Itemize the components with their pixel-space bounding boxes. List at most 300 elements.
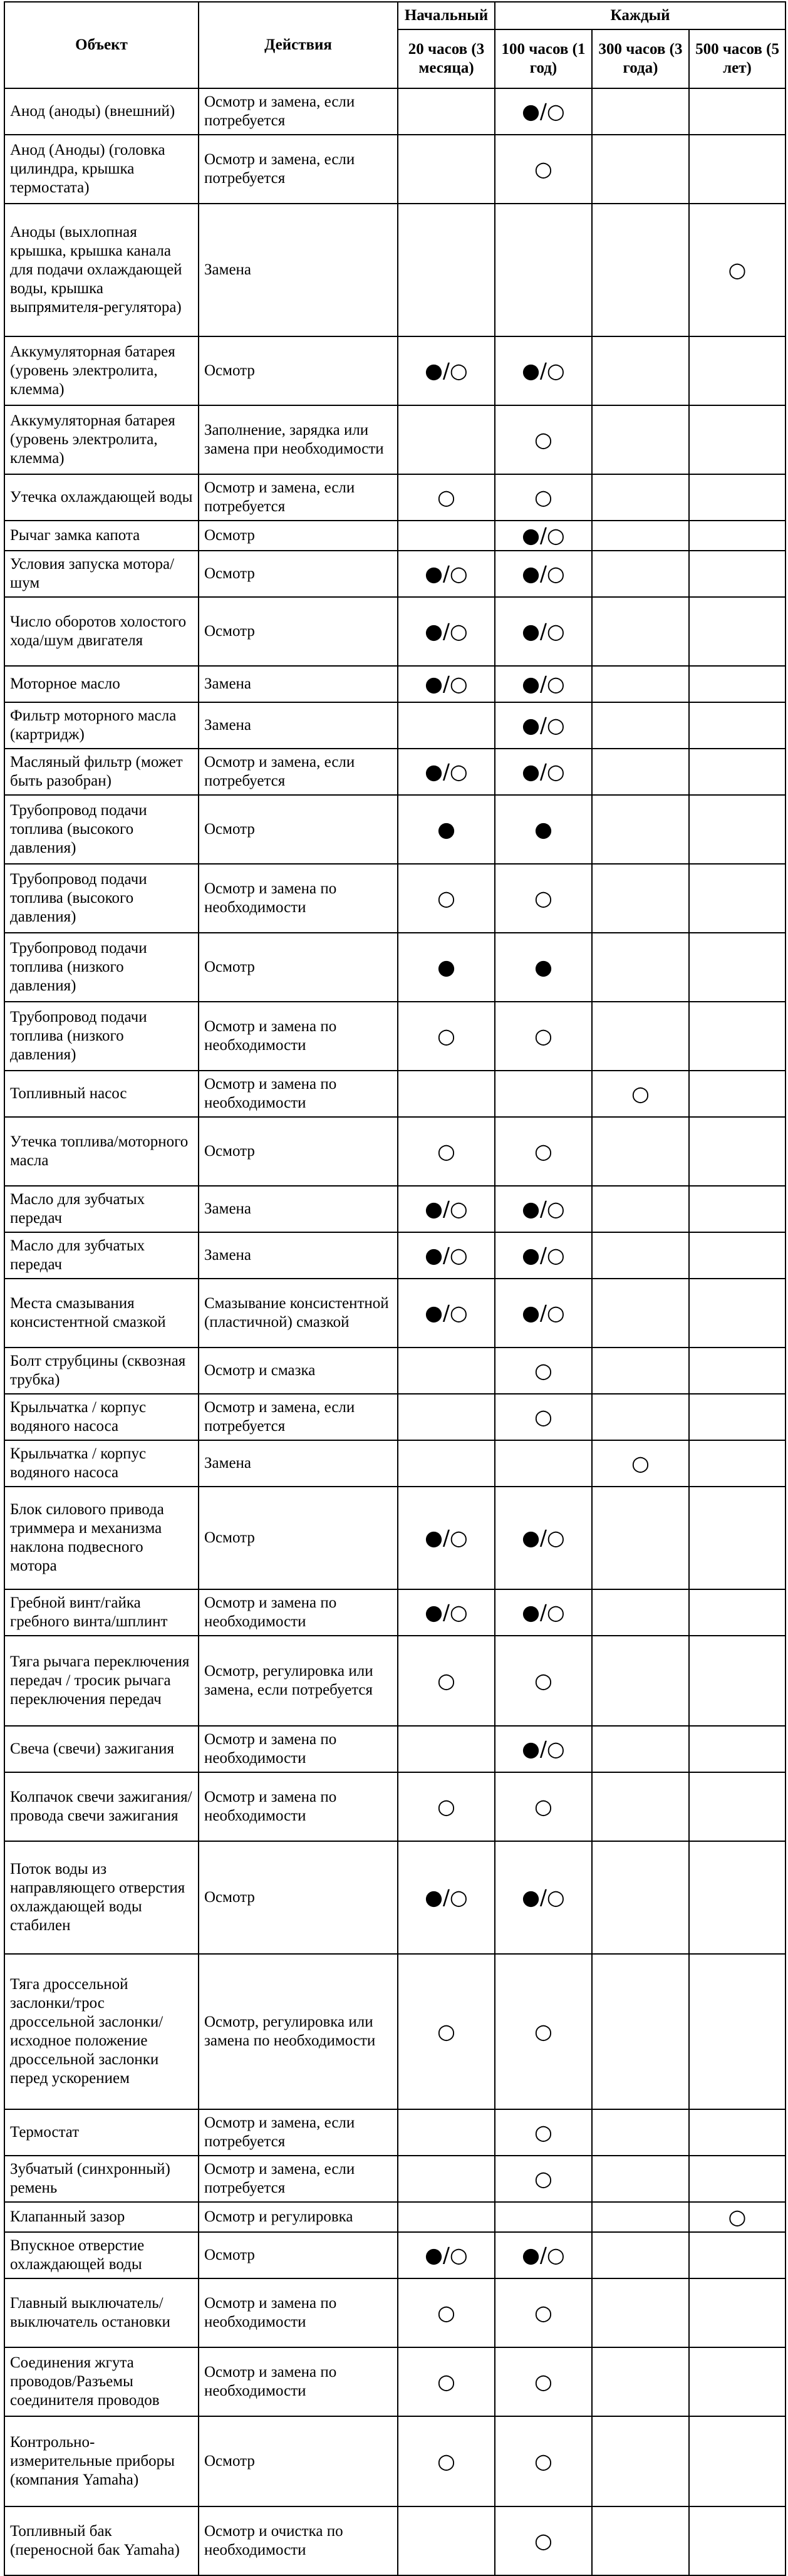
interval-20h-cell <box>398 1954 495 2109</box>
object-cell: Анод (Аноды) (головка цилиндра, крышка термостата) <box>4 135 199 204</box>
table-row <box>4 2347 785 2416</box>
table-row <box>4 1002 785 1071</box>
object-cell: Поток воды из направляющего отверстия охлаждающей воды стабилен <box>4 1841 199 1954</box>
action-cell: Осмотр и замена, если потребуется <box>199 2109 398 2156</box>
action-cell: Осмотр <box>199 933 398 1002</box>
filled-open-circle-icon: ●/○ <box>522 358 565 383</box>
open-circle-icon: ○ <box>534 156 552 181</box>
filled-open-circle-icon: ●/○ <box>425 358 468 383</box>
object-cell: Крыльчатка / корпус водяного насоса <box>4 1440 199 1487</box>
interval-500h-cell <box>689 1440 785 1487</box>
table-row <box>4 2109 785 2156</box>
action-cell: Осмотр <box>199 521 398 551</box>
interval-20h-cell <box>398 1279 495 1348</box>
interval-100h-cell <box>495 795 592 864</box>
action-cell: Осмотр и замена по необходимости <box>199 2278 398 2347</box>
object-cell: Масло для зубчатых передач <box>4 1186 199 1232</box>
open-circle-icon: ○ <box>437 2018 455 2044</box>
interval-300h-cell <box>592 521 689 551</box>
interval-300h-cell <box>592 551 689 597</box>
interval-100h-cell <box>495 204 592 336</box>
header-every: Каждый <box>495 2 785 29</box>
open-circle-icon: ○ <box>534 427 552 452</box>
table-row <box>4 1589 785 1636</box>
interval-300h-cell <box>592 1440 689 1487</box>
interval-500h-cell <box>689 1841 785 1954</box>
interval-100h-cell <box>495 1954 592 2109</box>
interval-300h-cell <box>592 1117 689 1186</box>
action-cell: Замена <box>199 1440 398 1487</box>
object-cell: Трубопровод подачи топлива (высокого давления) <box>4 795 199 864</box>
action-cell: Осмотр и замена по необходимости <box>199 1772 398 1841</box>
interval-500h-cell <box>689 336 785 405</box>
filled-open-circle-icon: ●/○ <box>522 1884 565 1909</box>
action-cell: Замена <box>199 1186 398 1232</box>
interval-20h-cell <box>398 702 495 749</box>
interval-300h-cell <box>592 864 689 933</box>
interval-500h-cell <box>689 2278 785 2347</box>
interval-100h-cell <box>495 551 592 597</box>
action-cell: Осмотр и регулировка <box>199 2202 398 2232</box>
filled-open-circle-icon: ●/○ <box>425 618 468 643</box>
filled-circle-icon: ● <box>437 816 455 841</box>
table-row <box>4 1348 785 1394</box>
open-circle-icon: ○ <box>437 1794 455 1819</box>
object-cell: Впускное отверстие охлаждающей воды <box>4 2232 199 2278</box>
interval-100h-cell <box>495 749 592 795</box>
action-cell: Замена <box>199 204 398 336</box>
object-cell: Топливный насос <box>4 1071 199 1117</box>
interval-500h-cell <box>689 1279 785 1348</box>
open-circle-icon: ○ <box>437 2369 455 2394</box>
object-cell: Зубчатый (синхронный) ремень <box>4 2156 199 2202</box>
interval-20h-cell <box>398 474 495 521</box>
open-circle-icon: ○ <box>437 484 455 509</box>
interval-500h-cell <box>689 1002 785 1071</box>
interval-100h-cell <box>495 521 592 551</box>
interval-300h-cell <box>592 405 689 474</box>
interval-20h-cell <box>398 1772 495 1841</box>
interval-300h-cell <box>592 2232 689 2278</box>
interval-100h-cell <box>495 2347 592 2416</box>
filled-open-circle-icon: ●/○ <box>425 1884 468 1909</box>
interval-20h-cell <box>398 1487 495 1589</box>
interval-100h-cell <box>495 1002 592 1071</box>
filled-open-circle-icon: ●/○ <box>425 561 468 586</box>
interval-300h-cell <box>592 597 689 666</box>
interval-500h-cell <box>689 864 785 933</box>
interval-500h-cell <box>689 405 785 474</box>
filled-open-circle-icon: ●/○ <box>522 1525 565 1550</box>
interval-500h-cell <box>689 2156 785 2202</box>
table-row <box>4 336 785 405</box>
object-cell: Гребной винт/гайка гребного винта/шплинт <box>4 1589 199 1636</box>
interval-20h-cell <box>398 1071 495 1117</box>
interval-300h-cell <box>592 1636 689 1726</box>
filled-open-circle-icon: ●/○ <box>425 2242 468 2267</box>
table-row <box>4 1232 785 1279</box>
header-20-hours: 20 часов (3 месяца) <box>398 29 495 88</box>
action-cell: Осмотр и замена, если потребуется <box>199 2156 398 2202</box>
interval-20h-cell <box>398 1232 495 1279</box>
table-row <box>4 88 785 135</box>
interval-300h-cell <box>592 1841 689 1954</box>
table-row <box>4 2202 785 2232</box>
open-circle-icon: ○ <box>534 2166 552 2191</box>
filled-open-circle-icon: ●/○ <box>522 522 565 548</box>
table-row <box>4 702 785 749</box>
interval-20h-cell <box>398 2109 495 2156</box>
open-circle-icon: ○ <box>534 1023 552 1048</box>
action-cell: Осмотр <box>199 795 398 864</box>
open-circle-icon: ○ <box>534 2300 552 2325</box>
interval-20h-cell <box>398 2278 495 2347</box>
interval-300h-cell <box>592 2506 689 2575</box>
interval-100h-cell <box>495 474 592 521</box>
action-cell: Замена <box>199 666 398 702</box>
interval-100h-cell <box>495 2232 592 2278</box>
open-circle-icon: ○ <box>728 2204 747 2229</box>
filled-circle-icon: ● <box>534 816 552 841</box>
interval-20h-cell <box>398 749 495 795</box>
interval-300h-cell <box>592 1348 689 1394</box>
interval-20h-cell <box>398 666 495 702</box>
action-cell: Осмотр <box>199 1117 398 1186</box>
interval-20h-cell <box>398 1186 495 1232</box>
interval-100h-cell <box>495 1117 592 1186</box>
object-cell: Топливный бак (переносной бак Yamaha) <box>4 2506 199 2575</box>
interval-300h-cell <box>592 1394 689 1440</box>
open-circle-icon: ○ <box>534 885 552 910</box>
interval-500h-cell <box>689 1071 785 1117</box>
header-300-hours: 300 часов (3 года) <box>592 29 689 88</box>
interval-500h-cell <box>689 1726 785 1772</box>
table-row <box>4 474 785 521</box>
open-circle-icon: ○ <box>437 2300 455 2325</box>
action-cell: Осмотр <box>199 2416 398 2506</box>
open-circle-icon: ○ <box>534 2448 552 2473</box>
interval-100h-cell <box>495 2506 592 2575</box>
action-cell: Осмотр <box>199 597 398 666</box>
interval-300h-cell <box>592 1002 689 1071</box>
open-circle-icon: ○ <box>437 885 455 910</box>
table-row <box>4 2232 785 2278</box>
action-cell: Осмотр <box>199 1841 398 1954</box>
interval-20h-cell <box>398 2416 495 2506</box>
interval-500h-cell <box>689 88 785 135</box>
action-cell: Осмотр и замена по необходимости <box>199 864 398 933</box>
interval-20h-cell <box>398 795 495 864</box>
table-row <box>4 1394 785 1440</box>
open-circle-icon: ○ <box>728 257 747 282</box>
interval-500h-cell <box>689 1394 785 1440</box>
interval-300h-cell <box>592 336 689 405</box>
filled-open-circle-icon: ●/○ <box>522 759 565 784</box>
interval-300h-cell <box>592 2416 689 2506</box>
object-cell: Трубопровод подачи топлива (низкого давления) <box>4 933 199 1002</box>
interval-300h-cell <box>592 795 689 864</box>
action-cell: Осмотр и замена, если потребуется <box>199 135 398 204</box>
interval-500h-cell <box>689 702 785 749</box>
interval-20h-cell <box>398 597 495 666</box>
interval-100h-cell <box>495 1394 592 1440</box>
interval-20h-cell <box>398 1440 495 1487</box>
interval-500h-cell <box>689 795 785 864</box>
table-row <box>4 551 785 597</box>
action-cell: Осмотр и замена по необходимости <box>199 1002 398 1071</box>
filled-open-circle-icon: ●/○ <box>522 98 565 123</box>
filled-open-circle-icon: ●/○ <box>522 1196 565 1221</box>
action-cell: Осмотр, регулировка или замена по необходимости <box>199 1954 398 2109</box>
object-cell: Крыльчатка / корпус водяного насоса <box>4 1394 199 1440</box>
interval-20h-cell <box>398 336 495 405</box>
table-row <box>4 135 785 204</box>
action-cell: Осмотр и смазка <box>199 1348 398 1394</box>
table-row <box>4 2506 785 2575</box>
table-row <box>4 933 785 1002</box>
interval-100h-cell <box>495 2278 592 2347</box>
interval-20h-cell <box>398 521 495 551</box>
header-object: Объект <box>4 2 199 88</box>
table-row <box>4 1071 785 1117</box>
table-row <box>4 2416 785 2506</box>
filled-open-circle-icon: ●/○ <box>522 1736 565 1761</box>
header-100-hours: 100 часов (1 год) <box>495 29 592 88</box>
header-actions: Действия <box>199 2 398 88</box>
interval-100h-cell <box>495 2202 592 2232</box>
object-cell: Рычаг замка капота <box>4 521 199 551</box>
interval-500h-cell <box>689 2109 785 2156</box>
open-circle-icon: ○ <box>437 2448 455 2473</box>
object-cell: Термостат <box>4 2109 199 2156</box>
interval-100h-cell <box>495 2156 592 2202</box>
interval-20h-cell <box>398 1841 495 1954</box>
interval-100h-cell <box>495 1841 592 1954</box>
filled-open-circle-icon: ●/○ <box>522 561 565 586</box>
interval-100h-cell <box>495 1348 592 1394</box>
interval-300h-cell <box>592 666 689 702</box>
table-row <box>4 2156 785 2202</box>
object-cell: Аккумуляторная батарея (уровень электролита, клемма) <box>4 405 199 474</box>
object-cell: Болт струбцины (сквозная трубка) <box>4 1348 199 1394</box>
object-cell: Масло для зубчатых передач <box>4 1232 199 1279</box>
interval-500h-cell <box>689 135 785 204</box>
table-row <box>4 1117 785 1186</box>
open-circle-icon: ○ <box>437 1138 455 1163</box>
interval-20h-cell <box>398 2347 495 2416</box>
filled-open-circle-icon: ●/○ <box>522 618 565 643</box>
interval-100h-cell <box>495 666 592 702</box>
interval-500h-cell <box>689 1487 785 1589</box>
interval-500h-cell <box>689 474 785 521</box>
object-cell: Тяга рычага переключения передач / тросик рычага переключения передач <box>4 1636 199 1726</box>
table-row <box>4 1636 785 1726</box>
maintenance-table <box>4 1 786 2576</box>
interval-20h-cell <box>398 1726 495 1772</box>
open-circle-icon: ○ <box>534 1138 552 1163</box>
interval-20h-cell <box>398 864 495 933</box>
action-cell: Осмотр <box>199 551 398 597</box>
table-row <box>4 749 785 795</box>
object-cell: Трубопровод подачи топлива (низкого давления) <box>4 1002 199 1071</box>
open-circle-icon: ○ <box>534 2369 552 2394</box>
table-row <box>4 1186 785 1232</box>
action-cell: Замена <box>199 702 398 749</box>
interval-500h-cell <box>689 521 785 551</box>
table-row <box>4 1726 785 1772</box>
open-circle-icon: ○ <box>534 1358 552 1383</box>
interval-300h-cell <box>592 749 689 795</box>
filled-open-circle-icon: ●/○ <box>522 671 565 696</box>
interval-300h-cell <box>592 1487 689 1589</box>
interval-500h-cell <box>689 749 785 795</box>
interval-500h-cell <box>689 1186 785 1232</box>
interval-500h-cell <box>689 666 785 702</box>
interval-300h-cell <box>592 2156 689 2202</box>
table-row <box>4 597 785 666</box>
table-row <box>4 1772 785 1841</box>
interval-100h-cell <box>495 1772 592 1841</box>
interval-100h-cell <box>495 336 592 405</box>
filled-open-circle-icon: ●/○ <box>425 759 468 784</box>
interval-20h-cell <box>398 2232 495 2278</box>
table-row <box>4 1279 785 1348</box>
object-cell: Условия запуска мотора/шум <box>4 551 199 597</box>
action-cell: Осмотр <box>199 336 398 405</box>
interval-500h-cell <box>689 2232 785 2278</box>
filled-open-circle-icon: ●/○ <box>425 1300 468 1325</box>
action-cell: Осмотр <box>199 2232 398 2278</box>
filled-circle-icon: ● <box>534 954 552 979</box>
open-circle-icon: ○ <box>534 2119 552 2144</box>
interval-20h-cell <box>398 2156 495 2202</box>
interval-100h-cell <box>495 1232 592 1279</box>
interval-20h-cell <box>398 135 495 204</box>
interval-300h-cell <box>592 2109 689 2156</box>
interval-100h-cell <box>495 1636 592 1726</box>
object-cell: Свеча (свечи) зажигания <box>4 1726 199 1772</box>
interval-20h-cell <box>398 204 495 336</box>
action-cell: Осмотр, регулировка или замена, если потребуется <box>199 1636 398 1726</box>
action-cell: Осмотр и очистка по необходимости <box>199 2506 398 2575</box>
interval-300h-cell <box>592 1954 689 2109</box>
interval-300h-cell <box>592 1232 689 1279</box>
object-cell: Масляный фильтр (может быть разобран) <box>4 749 199 795</box>
interval-20h-cell <box>398 1348 495 1394</box>
object-cell: Число оборотов холостого хода/шум двигателя <box>4 597 199 666</box>
interval-20h-cell <box>398 1002 495 1071</box>
open-circle-icon: ○ <box>631 1081 650 1106</box>
interval-500h-cell <box>689 1954 785 2109</box>
interval-20h-cell <box>398 2202 495 2232</box>
open-circle-icon: ○ <box>534 2018 552 2044</box>
table-row <box>4 521 785 551</box>
open-circle-icon: ○ <box>534 484 552 509</box>
interval-20h-cell <box>398 551 495 597</box>
object-cell: Главный выключатель/выключатель остановки <box>4 2278 199 2347</box>
interval-100h-cell <box>495 405 592 474</box>
interval-100h-cell <box>495 702 592 749</box>
interval-20h-cell <box>398 405 495 474</box>
table-row <box>4 1487 785 1589</box>
interval-500h-cell <box>689 2506 785 2575</box>
interval-300h-cell <box>592 933 689 1002</box>
action-cell: Заполнение, зарядка или замена при необходимости <box>199 405 398 474</box>
interval-100h-cell <box>495 88 592 135</box>
table-row <box>4 1841 785 1954</box>
interval-500h-cell <box>689 1232 785 1279</box>
object-cell: Моторное масло <box>4 666 199 702</box>
interval-100h-cell <box>495 1487 592 1589</box>
interval-500h-cell <box>689 1772 785 1841</box>
interval-100h-cell <box>495 933 592 1002</box>
open-circle-icon: ○ <box>534 1404 552 1429</box>
interval-300h-cell <box>592 2202 689 2232</box>
table-row <box>4 2278 785 2347</box>
filled-open-circle-icon: ●/○ <box>425 1525 468 1550</box>
filled-circle-icon: ● <box>437 954 455 979</box>
interval-500h-cell <box>689 1589 785 1636</box>
object-cell: Блок силового привода триммера и механизма наклона подвесного мотора <box>4 1487 199 1589</box>
interval-100h-cell <box>495 1186 592 1232</box>
action-cell: Осмотр <box>199 1487 398 1589</box>
interval-500h-cell <box>689 2416 785 2506</box>
filled-open-circle-icon: ●/○ <box>522 1242 565 1267</box>
action-cell: Осмотр и замена, если потребуется <box>199 749 398 795</box>
filled-open-circle-icon: ●/○ <box>425 1242 468 1267</box>
interval-100h-cell <box>495 597 592 666</box>
interval-300h-cell <box>592 1726 689 1772</box>
interval-100h-cell <box>495 1279 592 1348</box>
table-row <box>4 864 785 933</box>
interval-500h-cell <box>689 1636 785 1726</box>
interval-500h-cell <box>689 1348 785 1394</box>
filled-open-circle-icon: ●/○ <box>522 1599 565 1624</box>
interval-20h-cell <box>398 933 495 1002</box>
interval-20h-cell <box>398 88 495 135</box>
interval-300h-cell <box>592 1071 689 1117</box>
interval-100h-cell <box>495 2109 592 2156</box>
object-cell: Места смазывания консистентной смазкой <box>4 1279 199 1348</box>
table-row <box>4 1440 785 1487</box>
object-cell: Клапанный зазор <box>4 2202 199 2232</box>
interval-20h-cell <box>398 1394 495 1440</box>
action-cell: Осмотр и замена, если потребуется <box>199 88 398 135</box>
header-initial: Начальный <box>398 2 495 29</box>
interval-100h-cell <box>495 1589 592 1636</box>
interval-500h-cell <box>689 204 785 336</box>
action-cell: Замена <box>199 1232 398 1279</box>
object-cell: Тяга дроссельной заслонки/трос дроссельной заслонки/исходное положение дроссельной заслонки перед ускорением <box>4 1954 199 2109</box>
interval-300h-cell <box>592 204 689 336</box>
interval-20h-cell <box>398 2506 495 2575</box>
filled-open-circle-icon: ●/○ <box>522 712 565 737</box>
object-cell: Анод (аноды) (внешний) <box>4 88 199 135</box>
interval-100h-cell <box>495 864 592 933</box>
action-cell: Осмотр и замена по необходимости <box>199 1071 398 1117</box>
interval-100h-cell <box>495 1440 592 1487</box>
object-cell: Контрольно-измерительные приборы (компания Yamaha) <box>4 2416 199 2506</box>
table-row <box>4 1954 785 2109</box>
action-cell: Осмотр и замена по необходимости <box>199 1589 398 1636</box>
interval-100h-cell <box>495 1726 592 1772</box>
interval-300h-cell <box>592 88 689 135</box>
open-circle-icon: ○ <box>534 1668 552 1693</box>
filled-open-circle-icon: ●/○ <box>522 1300 565 1325</box>
interval-500h-cell <box>689 1117 785 1186</box>
object-cell: Аккумуляторная батарея (уровень электролита, клемма) <box>4 336 199 405</box>
table-row <box>4 795 785 864</box>
